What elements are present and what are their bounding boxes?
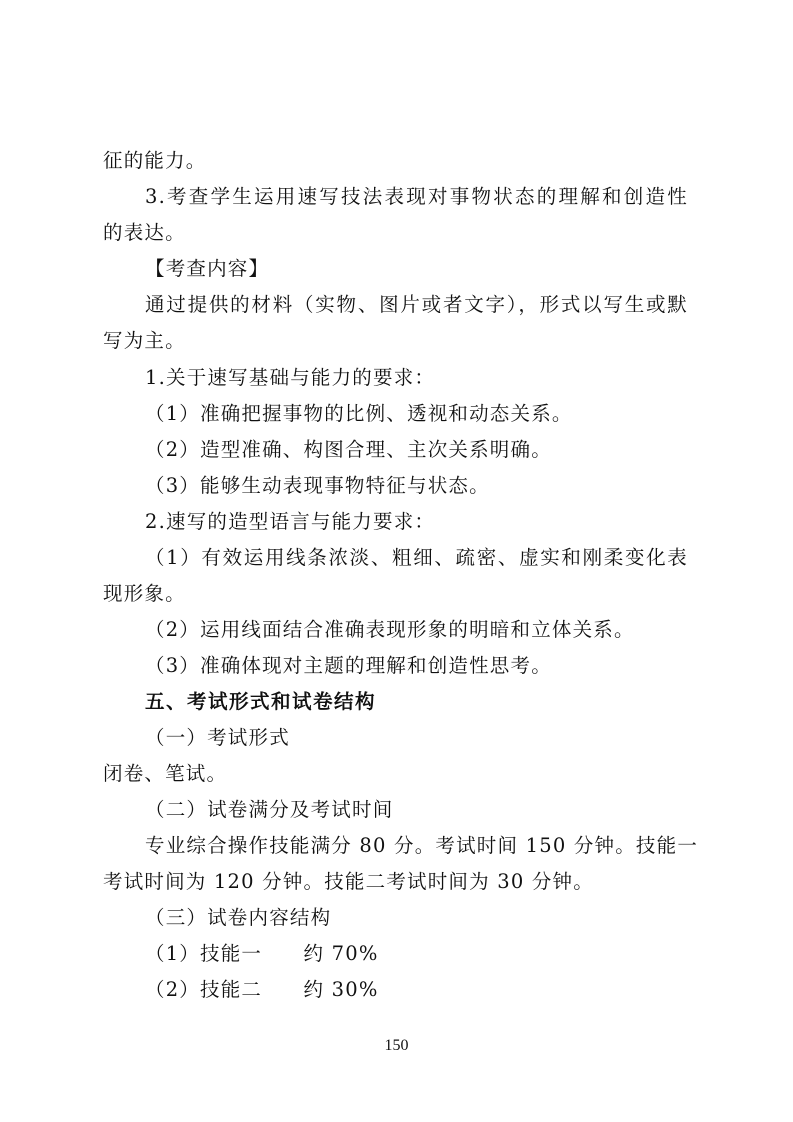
text-line-3: 的表达。 [103, 221, 186, 244]
subheading-exam-format: （一）考试形式 [145, 726, 290, 749]
text-line-2: 3.考查学生运用速写技法表现对事物状态的理解和创造性 [145, 185, 688, 208]
text-line-6: 写为主。 [103, 329, 186, 352]
text-line-21: 考试时间为 120 分钟。技能二考试时间为 30 分钟。 [103, 870, 594, 893]
section-heading-five: 五、考试形式和试卷结构 [145, 690, 377, 713]
subheading-score-time: （二）试卷满分及考试时间 [145, 798, 394, 821]
page-number: 150 [384, 1037, 409, 1054]
text-line-9: （2）造型准确、构图合理、主次关系明确。 [145, 438, 552, 461]
text-line-1: 征的能力。 [103, 149, 207, 172]
text-line-12: （1）有效运用线条浓淡、粗细、疏密、虚实和刚柔变化表 [145, 546, 688, 569]
subheading-content-structure: （三）试卷内容结构 [145, 906, 332, 929]
section-heading-content: 【考查内容】 [145, 257, 270, 280]
text-line-8: （1）准确把握事物的比例、透视和动态关系。 [145, 402, 573, 425]
text-line-15: （3）准确体现对主题的理解和创造性思考。 [145, 654, 552, 677]
text-line-13: 现形象。 [103, 582, 186, 605]
text-line-10: （3）能够生动表现事物特征与状态。 [145, 474, 490, 497]
text-line-11: 2.速写的造型语言与能力要求： [145, 510, 436, 533]
text-line-18: 闭卷、笔试。 [103, 762, 228, 785]
text-line-23: （1）技能一 约 70% [145, 942, 379, 965]
text-line-5: 通过提供的材料（实物、图片或者文字），形式以写生或默 [145, 293, 688, 316]
text-line-14: （2）运用线面结合准确表现形象的明暗和立体关系。 [145, 618, 635, 641]
text-line-24: （2）技能二 约 30% [145, 978, 379, 1001]
text-line-20: 专业综合操作技能满分 80 分。考试时间 150 分钟。技能一 [145, 834, 699, 857]
text-line-7: 1.关于速写基础与能力的要求： [145, 366, 436, 389]
